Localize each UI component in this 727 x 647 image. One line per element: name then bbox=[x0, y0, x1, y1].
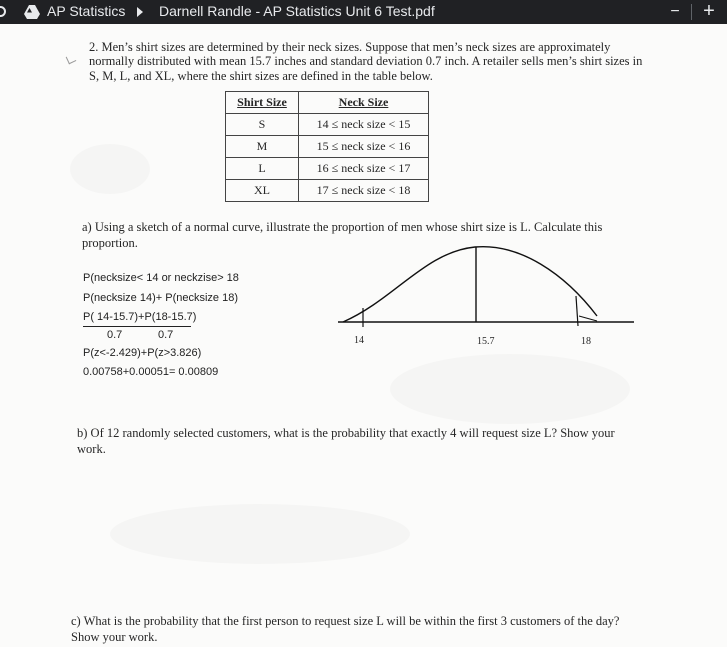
breadcrumb-folder[interactable]: AP Statistics bbox=[47, 3, 126, 19]
work-line: 0.00758+0.00051= 0.00809 bbox=[83, 366, 219, 378]
back-icon[interactable] bbox=[0, 6, 6, 17]
table-row bbox=[226, 114, 429, 136]
check-mark bbox=[66, 54, 77, 65]
question-2-line: normally distributed with mean 15.7 inches and standard deviation 0.7 inch. A retailer sells men’s shirt sizes in bbox=[89, 54, 643, 68]
question-2-line: 2. Men’s shirt sizes are determined by their neck sizes. Suppose that men’s neck sizes are approximately bbox=[89, 40, 611, 54]
table-cell: L bbox=[226, 158, 299, 180]
table-cell: 15 ≤ neck size < 16 bbox=[299, 136, 429, 158]
add-button[interactable]: + bbox=[703, 0, 715, 22]
pdf-page bbox=[0, 24, 727, 647]
viewer-top-bar bbox=[0, 0, 727, 24]
part-c-line: Show your work. bbox=[71, 630, 158, 644]
part-c-line: c) What is the probability that the first person to request size L will be within the first 3 customers of the day? bbox=[71, 614, 620, 628]
table-row bbox=[226, 158, 429, 180]
toolbar-divider bbox=[691, 4, 692, 20]
table-cell: M bbox=[226, 136, 299, 158]
work-line: P( 14-15.7)+P(18-15.7) bbox=[83, 311, 197, 323]
table-cell: 14 ≤ neck size < 15 bbox=[299, 114, 429, 136]
table-cell: 17 ≤ neck size < 18 bbox=[299, 180, 429, 202]
bleed-through bbox=[70, 144, 150, 194]
work-line: P(z<-2.429)+P(z>3.826) bbox=[83, 347, 202, 359]
curve-line bbox=[343, 247, 597, 322]
table-cell: 16 ≤ neck size < 17 bbox=[299, 158, 429, 180]
table-row bbox=[226, 136, 429, 158]
curve-hatch bbox=[579, 316, 597, 321]
part-b-line: b) Of 12 randomly selected customers, what is the probability that exactly 4 will request size L? Show your bbox=[77, 426, 615, 440]
work-denominator: 0.7 bbox=[107, 329, 123, 341]
curve-label: 14 bbox=[354, 335, 364, 346]
drive-icon bbox=[24, 5, 40, 19]
part-a-line: proportion. bbox=[82, 236, 138, 250]
chevron-right-icon bbox=[136, 7, 144, 17]
work-line: P(necksize 14)+ P(necksize 18) bbox=[83, 292, 238, 304]
table-header-row bbox=[226, 92, 429, 114]
question-2-line: S, M, L, and XL, where the shirt sizes are defined in the table below. bbox=[89, 69, 433, 83]
bleed-through bbox=[390, 354, 630, 424]
shirt-size-table bbox=[225, 91, 429, 202]
curve-label: 15.7 bbox=[477, 336, 495, 347]
table-header: Shirt Size bbox=[226, 92, 299, 114]
work-line: P(necksize< 14 or neckzise> 18 bbox=[83, 272, 239, 284]
bleed-through bbox=[110, 504, 410, 564]
table-header: Neck Size bbox=[299, 92, 429, 114]
table-cell: XL bbox=[226, 180, 299, 202]
part-a-line: a) Using a sketch of a normal curve, illustrate the proportion of men whose shirt size is L. Calculate this bbox=[82, 220, 603, 234]
table-cell: S bbox=[226, 114, 299, 136]
table-row bbox=[226, 180, 429, 202]
fraction-bar bbox=[83, 326, 191, 327]
minimize-button[interactable]: − bbox=[670, 3, 680, 20]
file-title: Darnell Randle - AP Statistics Unit 6 Test.pdf bbox=[159, 3, 435, 19]
curve-label: 18 bbox=[581, 336, 591, 347]
work-denominator: 0.7 bbox=[158, 329, 174, 341]
part-b-line: work. bbox=[77, 442, 106, 456]
